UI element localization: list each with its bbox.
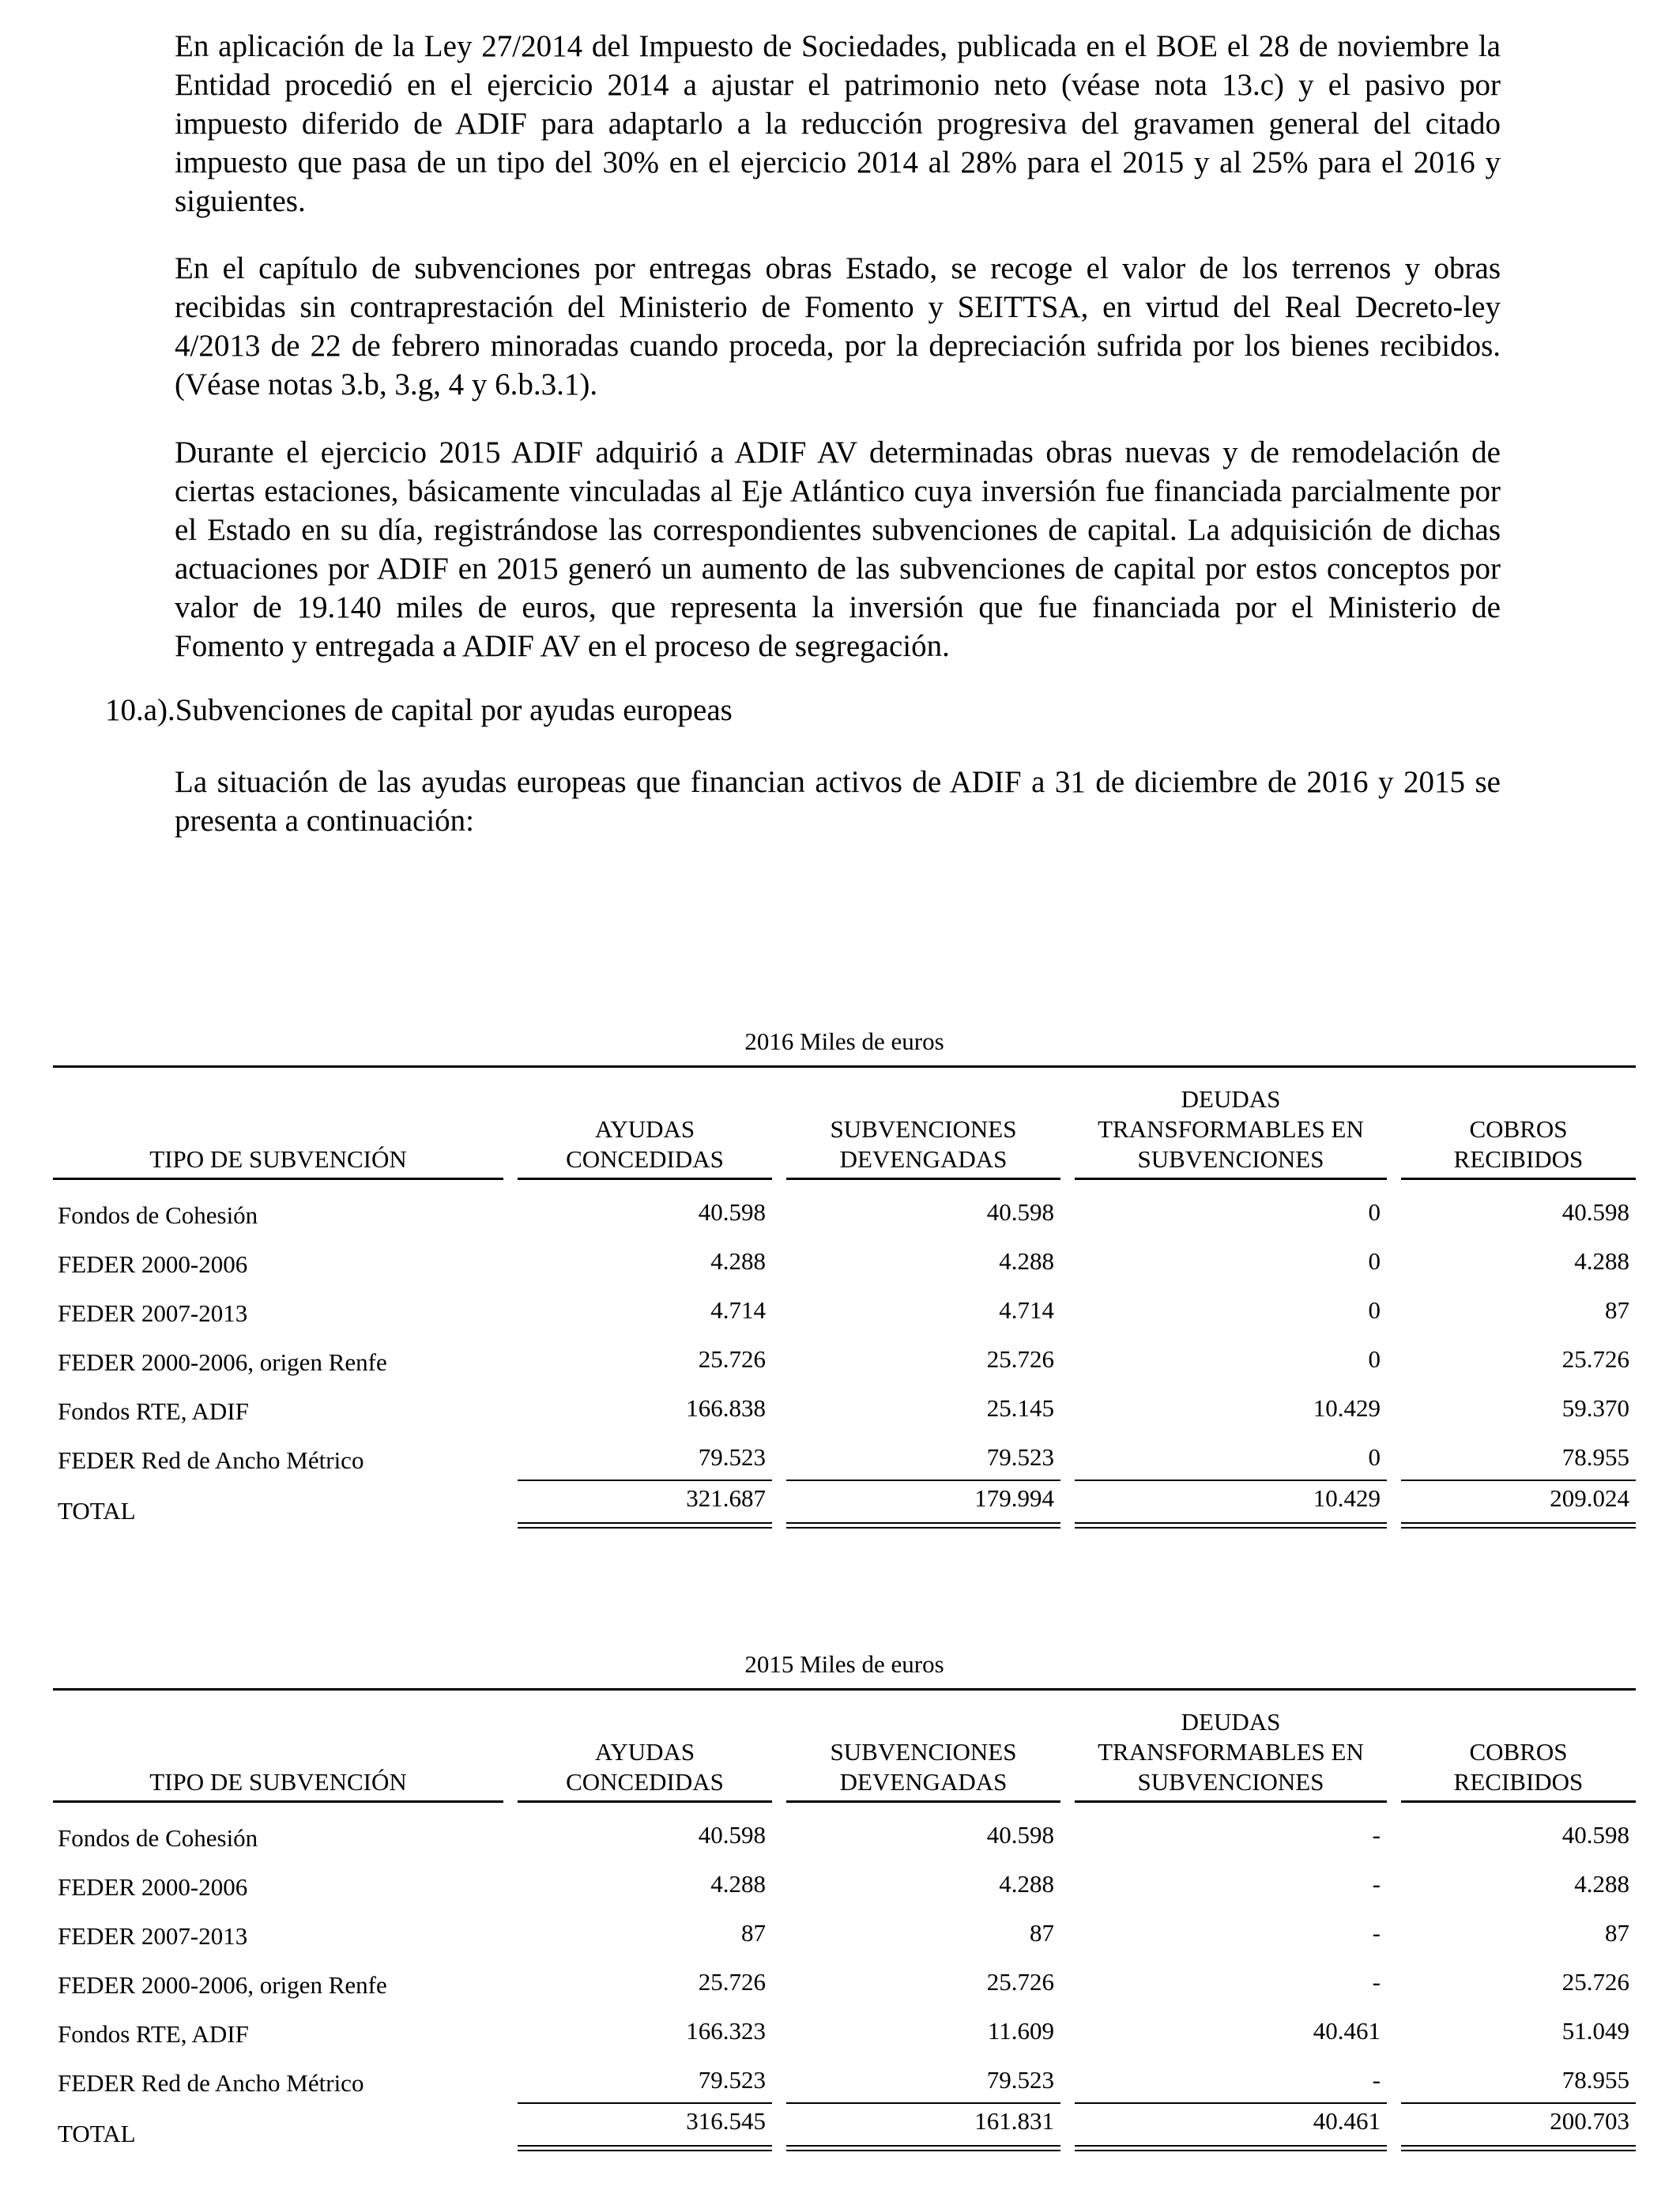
- cell-cobros: 59.370: [1561, 1394, 1629, 1422]
- table-top-rule: [53, 1688, 1636, 1691]
- total-double-rule: [786, 1522, 1060, 1529]
- total-double-rule: [518, 1522, 772, 1529]
- header-text: CONCEDIDAS: [566, 1768, 724, 1796]
- header-text: TIPO DE SUBVENCIÓN: [149, 1145, 407, 1173]
- cell-cobros: 51.049: [1561, 2017, 1629, 2045]
- cell-subvenciones: 4.288: [999, 1870, 1054, 1898]
- subtotal-rule: [1401, 2102, 1636, 2104]
- table-row: [53, 1192, 1636, 1241]
- paragraph-impuesto-sociedades: En aplicación de la Ley 27/2014 del Impuesto de Sociedades, publicada en el BOE el 28 de noviembre la Entidad procedió en el ejercicio 2014 a ajustar el patrimonio neto (véase nota 13.c) y el pasivo por impuesto diferido de ADIF para adaptarlo a la reducción progresiva del gravamen general del citado impuesto que pasa de un tipo del 30% en el ejercicio 2014 al 28% para el 2015 y al 25% para el 2016 y siguientes.: [175, 29, 1501, 218]
- header-cobros-recibidos: [1401, 1080, 1636, 1174]
- header-text: SUBVENCIONES: [1137, 1768, 1324, 1796]
- header-tipo-subvencion: [53, 1080, 503, 1174]
- cell-deudas: 0: [1368, 1345, 1381, 1373]
- header-deudas-transformables: [1075, 1080, 1387, 1174]
- header-ayudas-concedidas: [518, 1080, 772, 1174]
- row-label: FEDER 2007-2013: [58, 1922, 248, 1950]
- header-underline: [518, 1178, 772, 1180]
- subtotal-rule: [1401, 1480, 1636, 1481]
- table-row: [53, 2011, 1636, 2060]
- table-row: [53, 1388, 1636, 1437]
- header-text: AYUDAS: [594, 1115, 695, 1143]
- paragraph-situacion-ayudas: La situación de las ayudas europeas que financian activos de ADIF a 31 de diciembre de 2016 y 2015 se presenta a continuación:: [175, 765, 1501, 838]
- cell-subvenciones: 11.609: [987, 2017, 1054, 2045]
- header-text: RECIBIDOS: [1453, 1768, 1584, 1796]
- cell-subvenciones: 79.523: [986, 2066, 1054, 2094]
- header-text: SUBVENCIONES: [830, 1115, 1017, 1143]
- cell-deudas: -: [1372, 1870, 1381, 1898]
- cell-cobros: 78.955: [1561, 2066, 1629, 2094]
- cell-cobros: 87: [1605, 1919, 1629, 1947]
- cell-ayudas: 40.598: [698, 1198, 766, 1226]
- header-subvenciones-devengadas: [786, 1702, 1060, 1797]
- subtotal-rule: [1075, 1480, 1387, 1481]
- header-cobros-recibidos: [1401, 1702, 1636, 1797]
- cell-deudas: -: [1372, 1968, 1381, 1996]
- header-text: SUBVENCIONES: [830, 1738, 1017, 1766]
- header-text: SUBVENCIONES: [1137, 1145, 1324, 1173]
- cell-deudas: 40.461: [1313, 2017, 1381, 2045]
- header-tipo-subvencion: [53, 1702, 503, 1797]
- cell-ayudas: 25.726: [698, 1968, 766, 1996]
- row-label: FEDER 2000-2006, origen Renfe: [58, 1348, 387, 1376]
- header-subvenciones-devengadas: [786, 1080, 1060, 1174]
- cell-deudas: 0: [1368, 1296, 1381, 1324]
- cell-subvenciones: 25.145: [986, 1394, 1054, 1422]
- row-label: FEDER 2007-2013: [58, 1299, 248, 1327]
- cell-subvenciones: 4.288: [999, 1247, 1054, 1275]
- row-label: Fondos de Cohesión: [58, 1201, 258, 1229]
- cell-ayudas: 79.523: [698, 2066, 766, 2094]
- cell-ayudas: 4.288: [710, 1870, 766, 1898]
- total-subvenciones: 179.994: [974, 1484, 1054, 1512]
- cell-deudas: -: [1372, 1919, 1381, 1947]
- subtotal-rule: [786, 1480, 1060, 1481]
- header-text: COBROS: [1469, 1115, 1568, 1143]
- table-row: [53, 1913, 1636, 1962]
- header-underline: [53, 1178, 503, 1180]
- row-label: FEDER Red de Ancho Métrico: [58, 2069, 364, 2097]
- row-label: FEDER Red de Ancho Métrico: [58, 1446, 364, 1474]
- header-text: AYUDAS: [594, 1738, 695, 1766]
- row-label: Fondos RTE, ADIF: [58, 2020, 249, 2048]
- cell-ayudas: 40.598: [698, 1821, 766, 1849]
- cell-deudas: -: [1372, 2066, 1381, 2094]
- header-underline: [786, 1800, 1060, 1803]
- header-text: TIPO DE SUBVENCIÓN: [149, 1768, 407, 1796]
- header-text: DEUDAS: [1181, 1085, 1281, 1113]
- table-row: [53, 2060, 1636, 2109]
- header-underline: [518, 1800, 772, 1803]
- subtotal-rule: [786, 2102, 1060, 2104]
- cell-subvenciones: 40.598: [986, 1821, 1054, 1849]
- cell-deudas: 10.429: [1313, 1394, 1381, 1422]
- row-label: Fondos RTE, ADIF: [58, 1397, 249, 1425]
- table-caption: 2015 Miles de euros: [744, 1650, 944, 1678]
- cell-subvenciones: 25.726: [986, 1345, 1054, 1373]
- header-text: COBROS: [1469, 1738, 1568, 1766]
- section-heading: 10.a).Subvenciones de capital por ayudas europeas: [105, 693, 733, 727]
- cell-subvenciones: 40.598: [986, 1198, 1054, 1226]
- total-double-rule: [786, 2145, 1060, 2151]
- cell-ayudas: 166.838: [686, 1394, 766, 1422]
- total-label: TOTAL: [58, 2120, 136, 2147]
- subtotal-rule: [518, 2102, 772, 2104]
- subtotal-rule: [518, 1480, 772, 1481]
- total-ayudas: 316.545: [686, 2107, 766, 2135]
- header-underline: [1075, 1800, 1387, 1803]
- total-double-rule: [1401, 1522, 1636, 1529]
- header-text: DEVENGADAS: [839, 1145, 1008, 1173]
- table-row: [53, 1339, 1636, 1388]
- cell-cobros: 25.726: [1561, 1968, 1629, 1996]
- header-text: TRANSFORMABLES EN: [1098, 1738, 1364, 1766]
- table-caption: 2016 Miles de euros: [744, 1027, 944, 1055]
- cell-cobros: 78.955: [1561, 1443, 1629, 1471]
- cell-ayudas: 4.714: [710, 1296, 766, 1324]
- header-underline: [786, 1178, 1060, 1180]
- header-text: DEUDAS: [1181, 1708, 1281, 1736]
- table-row: [53, 1815, 1636, 1864]
- table-row: [53, 1241, 1636, 1290]
- cell-deudas: 0: [1368, 1198, 1381, 1226]
- header-deudas-transformables: [1075, 1702, 1387, 1797]
- total-cobros: 200.703: [1550, 2107, 1629, 2135]
- total-double-rule: [518, 2145, 772, 2151]
- cell-subvenciones: 4.714: [999, 1296, 1054, 1324]
- cell-cobros: 4.288: [1574, 1870, 1629, 1898]
- header-underline: [53, 1800, 503, 1803]
- row-label: FEDER 2000-2006: [58, 1250, 248, 1278]
- cell-cobros: 4.288: [1574, 1247, 1629, 1275]
- total-double-rule: [1401, 2145, 1636, 2151]
- cell-ayudas: 79.523: [698, 1443, 766, 1471]
- total-deudas: 40.461: [1313, 2107, 1381, 2135]
- cell-deudas: -: [1372, 1821, 1381, 1849]
- cell-cobros: 87: [1605, 1296, 1629, 1324]
- table-row: [53, 1962, 1636, 2011]
- table-row: [53, 1864, 1636, 1913]
- header-ayudas-concedidas: [518, 1702, 772, 1797]
- header-underline: [1401, 1800, 1636, 1803]
- cell-subvenciones: 87: [1030, 1919, 1054, 1947]
- header-text: CONCEDIDAS: [566, 1145, 724, 1173]
- total-cobros: 209.024: [1550, 1484, 1629, 1512]
- total-subvenciones: 161.831: [974, 2107, 1054, 2135]
- cell-deudas: 0: [1368, 1443, 1381, 1471]
- total-double-rule: [1075, 1522, 1387, 1529]
- paragraph-subvenciones-obras-estado: En el capítulo de subvenciones por entregas obras Estado, se recoge el valor de los terrenos y obras recibidas sin contraprestación del Ministerio de Fomento y SEITTSA, en virtud del Real Decreto-ley 4/2013 de 22 de febrero minoradas cuando proceda, por la depreciación sufrida por los bienes recibidos. (Véase notas 3.b, 3.g, 4 y 6.b.3.1).: [175, 251, 1501, 401]
- subtotal-rule: [1075, 2102, 1387, 2104]
- header-text: TRANSFORMABLES EN: [1098, 1115, 1364, 1143]
- header-text: DEVENGADAS: [839, 1768, 1008, 1796]
- total-deudas: 10.429: [1313, 1484, 1381, 1512]
- cell-cobros: 25.726: [1561, 1345, 1629, 1373]
- header-underline: [1075, 1178, 1387, 1180]
- total-double-rule: [1075, 2145, 1387, 2151]
- paragraph-ejercicio-2015: Durante el ejercicio 2015 ADIF adquirió a ADIF AV determinadas obras nuevas y de remodelación de ciertas estaciones, básicamente vinculadas al Eje Atlántico cuya inversión fue financiada parcialmente por el Estado en su día, registrándose las correspondientes subvenciones de capital. La adquisición de dichas actuaciones por ADIF en 2015 generó un aumento de las subvenciones de capital por estos conceptos por valor de 19.140 miles de euros, que representa la inversión que fue financiada por el Ministerio de Fomento y entregada a ADIF AV en el proceso de segregación.: [175, 435, 1501, 663]
- row-label: FEDER 2000-2006, origen Renfe: [58, 1971, 387, 1999]
- table-row: [53, 1437, 1636, 1486]
- cell-ayudas: 87: [741, 1919, 766, 1947]
- header-text: RECIBIDOS: [1453, 1145, 1584, 1173]
- table-row: [53, 1290, 1636, 1339]
- subvenciones-table: [53, 1027, 1636, 1565]
- subvenciones-table: [53, 1650, 1636, 2188]
- header-underline: [1401, 1178, 1636, 1180]
- total-label: TOTAL: [58, 1497, 136, 1525]
- total-ayudas: 321.687: [686, 1484, 766, 1512]
- cell-ayudas: 166.323: [686, 2017, 766, 2045]
- row-label: FEDER 2000-2006: [58, 1873, 248, 1901]
- cell-deudas: 0: [1368, 1247, 1381, 1275]
- cell-subvenciones: 25.726: [986, 1968, 1054, 1996]
- cell-subvenciones: 79.523: [986, 1443, 1054, 1471]
- cell-cobros: 40.598: [1561, 1821, 1629, 1849]
- table-top-rule: [53, 1065, 1636, 1068]
- cell-ayudas: 25.726: [698, 1345, 766, 1373]
- cell-cobros: 40.598: [1561, 1198, 1629, 1226]
- row-label: Fondos de Cohesión: [58, 1824, 258, 1852]
- cell-ayudas: 4.288: [710, 1247, 766, 1275]
